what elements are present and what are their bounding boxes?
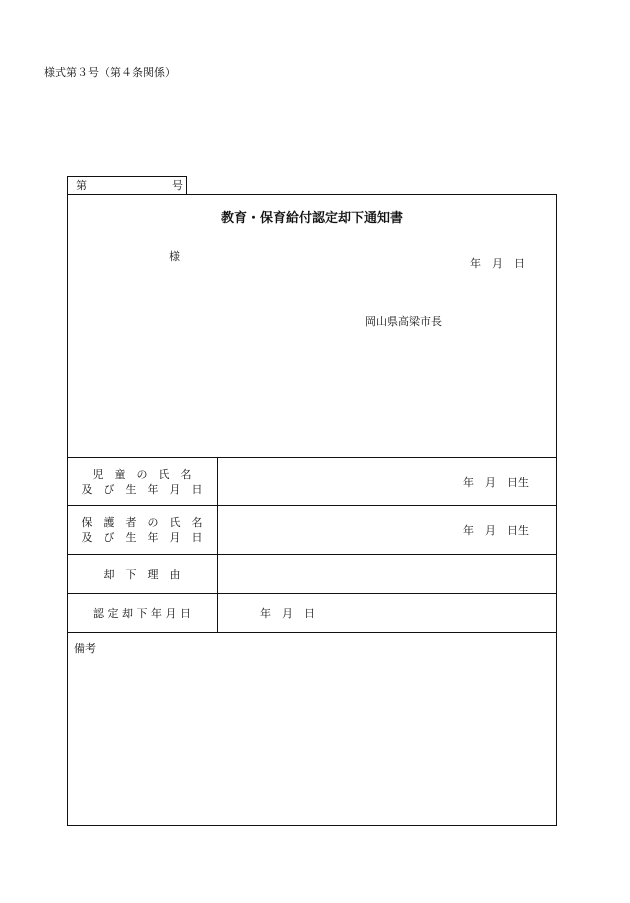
rejection-reason-value-cell[interactable] bbox=[218, 555, 558, 594]
recipient-honorific: 様 bbox=[169, 250, 180, 263]
issue-date: 年 月 日 bbox=[470, 257, 525, 270]
remarks-label: 備考 bbox=[74, 642, 96, 655]
form-number-label: 様式第３号（第４条関係） bbox=[44, 66, 176, 79]
guardian-name-label: 保 護 者 の 氏 名 bbox=[81, 516, 203, 529]
table-row bbox=[67, 555, 557, 594]
rejection-date-label: 認 定 却 下 年 月 日 bbox=[93, 606, 191, 620]
rejection-date-label-cell bbox=[67, 594, 218, 633]
guardian-value-cell[interactable] bbox=[218, 506, 558, 555]
table-row bbox=[67, 506, 557, 555]
table-row bbox=[67, 594, 557, 633]
child-birth-date: 年 月 日生 bbox=[463, 475, 529, 489]
document-number-box bbox=[67, 176, 187, 194]
document-title: 教育・保育給付認定却下通知書 bbox=[220, 211, 403, 226]
child-name-label: 児 童 の 氏 名 bbox=[92, 467, 192, 481]
rejection-reason-label: 却 下 理 由 bbox=[103, 567, 181, 581]
rejection-date-value-cell[interactable] bbox=[218, 594, 558, 633]
table-row bbox=[67, 458, 557, 506]
number-prefix: 第 bbox=[76, 179, 87, 192]
rejection-reason-label-cell bbox=[67, 555, 218, 594]
guardian-label-cell bbox=[67, 506, 218, 555]
guardian-birth-date: 年 月 日生 bbox=[463, 524, 529, 537]
number-suffix: 号 bbox=[172, 179, 183, 192]
details-table bbox=[67, 457, 557, 633]
child-birth-label: 及 び 生 年 月 日 bbox=[81, 482, 203, 496]
issuer-name: 岡山県高梁市長 bbox=[365, 315, 442, 328]
notice-frame bbox=[67, 194, 557, 826]
child-label-cell bbox=[67, 458, 218, 506]
rejection-date: 年 月 日 bbox=[260, 607, 315, 620]
child-value-cell[interactable] bbox=[218, 458, 558, 506]
guardian-birth-label: 及 び 生 年 月 日 bbox=[81, 531, 203, 544]
